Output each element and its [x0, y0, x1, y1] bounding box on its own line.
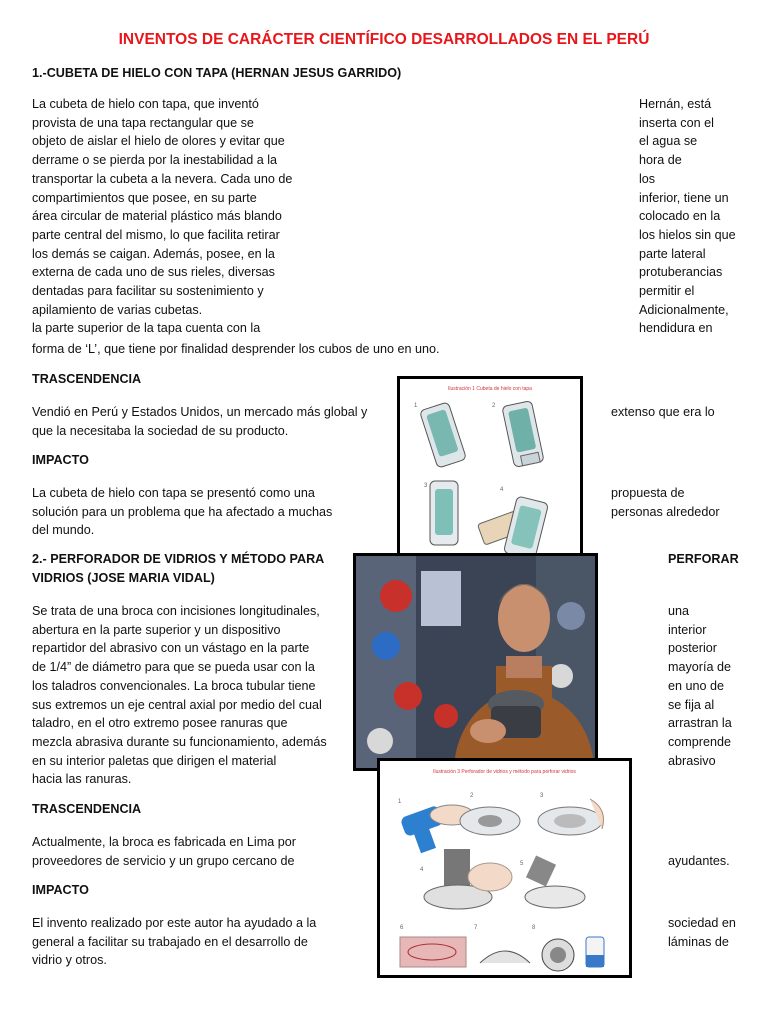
- figure-inventor-photo: [353, 553, 598, 771]
- body-text-line: comprende: [668, 734, 732, 749]
- body-text-line: Vendió en Perú y Estados Unidos, un mercado más global y: [32, 405, 368, 419]
- svg-text:3: 3: [424, 483, 428, 489]
- body-text-line: abertura en la parte superior y un dispositivo: [32, 622, 281, 637]
- body-text-line: los hielos sin que: [639, 227, 736, 242]
- section2-heading-line1: 2.- PERFORADOR DE VIDRIOS Y MÉTODO PARA: [32, 552, 325, 566]
- body-text-line: apilamiento de varias cubetas.: [32, 302, 203, 317]
- body-text-line: los taladros convencionales. La broca tubular tiene: [32, 678, 316, 693]
- body-text-line: compartimientos que posee, en su parte: [32, 190, 257, 205]
- body-text-line: que la necesitaba la sociedad de su producto.: [32, 423, 289, 438]
- body-text-line: sociedad en: [668, 916, 736, 930]
- body-text-line: sus extremos un eje central axial por medio del cual: [32, 697, 322, 712]
- body-text-line: en su interior paletas que dirigen el material: [32, 753, 277, 768]
- svg-text:4: 4: [420, 867, 424, 873]
- body-text-line: extenso que era lo: [611, 405, 715, 419]
- svg-text:1: 1: [414, 403, 418, 409]
- section1-last-line: forma de ‘L’, que tiene por finalidad desprender los cubos de uno en uno.: [32, 342, 440, 356]
- body-text-line: en uno de: [668, 678, 725, 693]
- figure-ice-tray: [397, 376, 583, 557]
- body-text-line: El invento realizado por este autor ha ayudado a la: [32, 916, 317, 930]
- ice-tray-drawing: [400, 395, 580, 557]
- body-text-line: Adicionalmente,: [639, 302, 729, 317]
- body-text-line: los: [639, 171, 656, 186]
- figure3-caption: Ilustración 3 Perforador de vidrios y método para perforar vidrios: [433, 769, 576, 775]
- body-text-line: ayudantes.: [668, 854, 730, 868]
- body-text-line: se fija al: [668, 697, 715, 712]
- body-text-line: solución para un problema que ha afectado a muchas: [32, 504, 333, 519]
- body-text-line: colocado en la: [639, 209, 721, 224]
- body-text-line: inserta con el: [639, 115, 714, 130]
- svg-text:8: 8: [532, 925, 536, 931]
- svg-text:2: 2: [492, 403, 496, 409]
- body-text-line: repartidor del abrasivo con un vástago en la parte: [32, 641, 310, 656]
- page-title: INVENTOS DE CARÁCTER CIENTÍFICO DESARROLLADOS EN EL PERÚ: [118, 31, 650, 48]
- body-text-line: inferior, tiene un: [639, 190, 729, 205]
- body-text-line: el agua se: [639, 134, 698, 149]
- svg-text:6: 6: [400, 925, 404, 931]
- section1-heading: 1.-CUBETA DE HIELO CON TAPA (HERNAN JESUS GARRIDO): [32, 66, 402, 80]
- svg-text:1: 1: [398, 799, 402, 805]
- body-text-line: Actualmente, la broca es fabricada en Lima por: [32, 835, 296, 849]
- body-text-line: permitir el: [639, 284, 695, 298]
- body-text-line: proveedores de servicio y un grupo cercano de: [32, 853, 295, 868]
- body-text-line: Hernán, está: [639, 97, 712, 111]
- body-text-line: dentadas para facilitar su sostenimiento y: [32, 284, 264, 298]
- body-text-line: una: [668, 604, 690, 618]
- body-text-line: externa de cada uno de sus rieles, diversas: [32, 265, 275, 280]
- body-text-line: parte central del mismo, lo que facilita retirar: [32, 227, 280, 242]
- svg-text:7: 7: [474, 925, 478, 931]
- svg-text:2: 2: [470, 793, 474, 799]
- body-text-line: de 1/4” de diámetro para que se pueda usar con la: [32, 660, 315, 675]
- body-text-line: protuberancias: [639, 265, 723, 280]
- body-text-line: posterior: [668, 641, 717, 656]
- drill-method-drawing: [380, 779, 629, 978]
- section2-heading-line2: VIDRIOS (JOSE MARIA VIDAL): [32, 571, 215, 585]
- body-text-line: taladro, en el otro extremo posee ranuras que: [32, 716, 288, 731]
- inventor-photo-drawing: [356, 556, 598, 771]
- body-text-line: mezcla abrasiva durante su funcionamiento, además: [32, 734, 327, 749]
- body-text-line: personas alrededor: [611, 504, 720, 519]
- body-text-line: área circular de material plástico más blando: [32, 209, 282, 224]
- body-text-line: La cubeta de hielo con tapa se presentó como una: [32, 486, 315, 500]
- body-text-line: vidrio y otros.: [32, 953, 107, 968]
- body-text-line: los demás se caigan. Además, posee, en la: [32, 246, 275, 261]
- body-text-line: del mundo.: [32, 523, 95, 538]
- body-text-line: transportar la cubeta a la nevera. Cada uno de: [32, 171, 293, 186]
- body-text-line: la parte superior de la tapa cuenta con la: [32, 321, 261, 336]
- body-text-line: hora de: [639, 153, 682, 168]
- body-text-line: objeto de aislar el hielo de olores y evitar que: [32, 134, 285, 149]
- body-text-line: Se trata de una broca con incisiones longitudinales,: [32, 604, 320, 618]
- body-text-line: parte lateral: [639, 246, 706, 261]
- body-text-line: propuesta de: [611, 486, 685, 500]
- section1-trascendencia-heading: TRASCENDENCIA: [32, 372, 142, 386]
- section2-impacto-heading: IMPACTO: [32, 883, 89, 897]
- section1-impacto-heading: IMPACTO: [32, 453, 89, 467]
- body-text-line: mayoría de: [668, 660, 731, 675]
- svg-text:5: 5: [520, 861, 524, 867]
- section2-trascendencia-heading: TRASCENDENCIA: [32, 802, 142, 816]
- svg-text:4: 4: [500, 487, 504, 493]
- svg-text:3: 3: [540, 793, 544, 799]
- body-text-line: láminas de: [668, 934, 729, 949]
- figure-glass-drill-method: [377, 758, 632, 978]
- body-text-line: hacia las ranuras.: [32, 772, 132, 787]
- body-text-line: interior: [668, 622, 707, 637]
- section2-heading-right: PERFORAR: [668, 552, 739, 566]
- body-text-line: hendidura en: [639, 321, 713, 336]
- body-text-line: La cubeta de hielo con tapa, que inventó: [32, 97, 259, 111]
- body-text-line: abrasivo: [668, 753, 716, 768]
- figure1-caption: Ilustración 1 Cubeta de hielo con tapa: [448, 386, 532, 392]
- body-text-line: provista de una tapa rectangular que se: [32, 115, 254, 130]
- body-text-line: general a facilitar su trabajado en el desarrollo de: [32, 934, 308, 949]
- body-text-line: derrame o se pierda por la inestabilidad a la: [32, 153, 278, 168]
- body-text-line: arrastran la: [668, 716, 732, 731]
